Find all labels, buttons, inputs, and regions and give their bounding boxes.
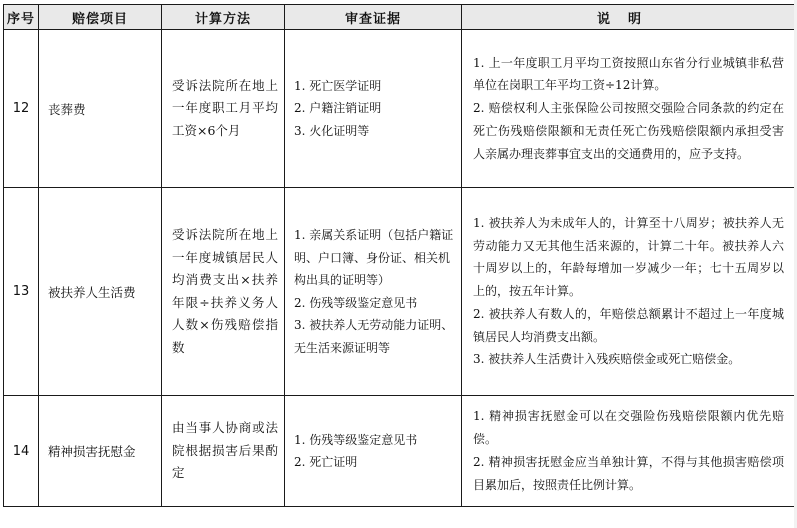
table-row	[4, 396, 795, 507]
evidence-cell	[285, 396, 462, 507]
remarks-cell	[462, 30, 795, 188]
header-row	[4, 5, 795, 30]
remark-paragraph: 1. 精神损害抚慰金可以在交强险伤残赔偿限额内优先赔偿。	[473, 409, 784, 447]
remark-paragraph: 1. 上一年度职工月平均工资按照山东省分行业城镇非私营单位在岗职工年平均工资÷12计算。	[473, 55, 784, 93]
calculation-method: 受诉法院所在地上一年度城镇居民人均消费支出×扶养年限÷扶养义务人人数×伤残赔偿指数	[162, 188, 285, 396]
remark-paragraph: 2. 赔偿权利人主张保险公司按照交强险合同条款的约定在死亡伤残赔偿限额和无责任死亡伤残赔偿限额内承担受害人亲属办理丧葬事宜支出的交通费用的，应予支持。	[473, 101, 784, 161]
table-row	[4, 188, 795, 396]
col-header-number: 序号	[4, 5, 39, 30]
evidence-item: 2. 伤残等级鉴定意见书	[294, 295, 418, 310]
calculation-method: 受诉法院所在地上一年度职工月平均工资×6个月	[162, 30, 285, 188]
evidence-item: 2. 户籍注销证明	[294, 101, 382, 116]
remark-paragraph: 1. 被扶养人为未成年人的，计算至十八周岁；被扶养人无劳动能力又无其他生活来源的，计算二十年。被扶养人六十周岁以上的，年龄每增加一岁减少一年；七十五周岁以上的，按五年计算。	[473, 215, 784, 299]
col-header-evidence: 审查证据	[285, 5, 462, 30]
evidence-item: 3. 火化证明等	[294, 123, 370, 138]
remarks-cell	[462, 188, 795, 396]
col-header-item: 赔偿项目	[39, 5, 162, 30]
row-number: 13	[4, 188, 39, 396]
row-number: 14	[4, 396, 39, 507]
item-name: 丧葬费	[39, 30, 162, 188]
col-header-method: 计算方法	[162, 5, 285, 30]
evidence-cell	[285, 188, 462, 396]
remark-paragraph: 2. 精神损害抚慰金应当单独计算，不得与其他损害赔偿项目累加后，按照责任比例计算。	[473, 455, 784, 492]
evidence-item: 1. 亲属关系证明（包括户籍证明、户口簿、身份证、相关机构出具的证明等）	[294, 228, 454, 287]
remark-paragraph: 2. 被扶养人有数人的，年赔偿总额累计不超过上一年度城镇居民人均消费支出额。	[473, 306, 784, 344]
item-name: 精神损害抚慰金	[39, 396, 162, 507]
remarks-cell	[462, 396, 795, 507]
col-header-remarks: 说明	[462, 5, 795, 30]
row-number: 12	[4, 30, 39, 188]
table-row	[4, 30, 795, 188]
evidence-item: 1. 死亡医学证明	[294, 78, 382, 93]
evidence-cell	[285, 30, 462, 188]
calculation-method: 由当事人协商或法院根据损害后果酌定	[162, 396, 285, 507]
evidence-item: 1. 伤残等级鉴定意见书	[294, 432, 418, 447]
evidence-item: 3. 被扶养人无劳动能力证明、无生活来源证明等	[294, 318, 454, 355]
item-name: 被扶养人生活费	[39, 188, 162, 396]
evidence-item: 2. 死亡证明	[294, 455, 358, 469]
remark-paragraph: 3. 被扶养人生活费计入残疾赔偿金或死亡赔偿金。	[473, 352, 741, 367]
compensation-table	[3, 4, 795, 507]
